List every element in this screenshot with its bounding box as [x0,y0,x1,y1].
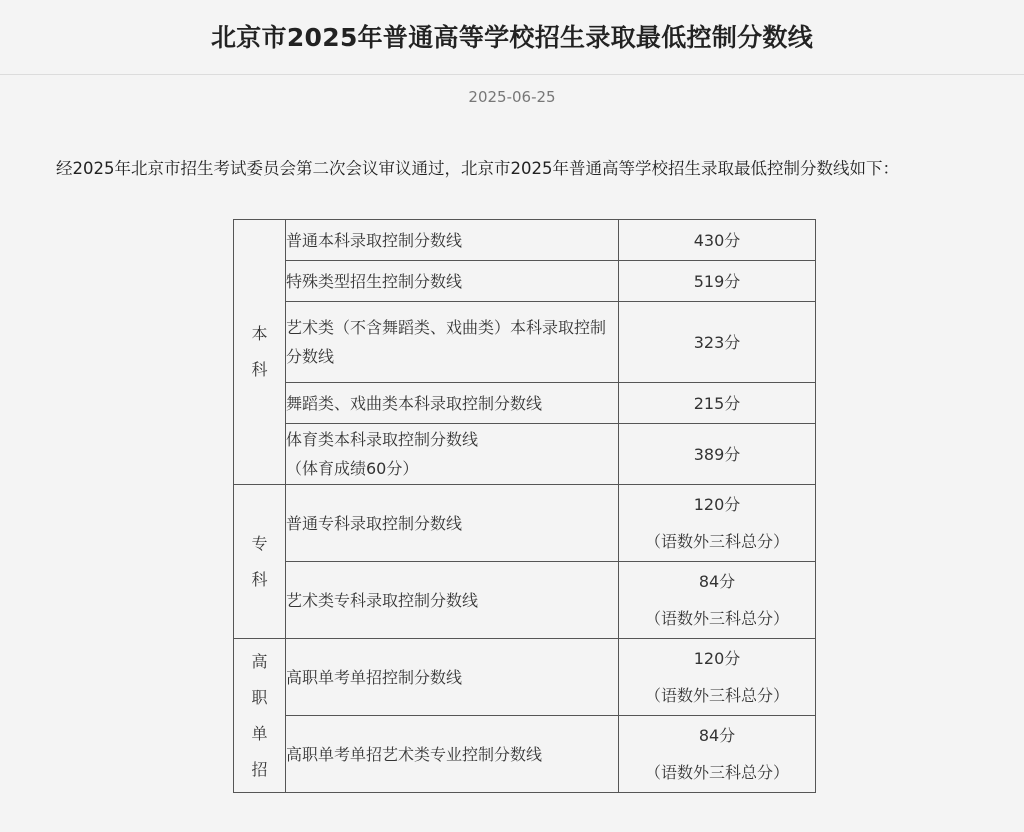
score-note: （语数外三科总分） [644,686,789,705]
score-value: 120分 [693,649,741,668]
item-cell: 艺术类专科录取控制分数线 [286,562,619,639]
item-cell: 普通本科录取控制分数线 [286,220,619,261]
score-note: （语数外三科总分） [644,763,789,782]
score-cell: 215分 [619,383,816,424]
score-value: 120分 [693,495,741,514]
intro-paragraph: 经2025年北京市招生考试委员会第二次会议审议通过，北京市2025年普通高等学校招生录取最低控制分数线如下： [56,159,899,178]
item-cell: 舞蹈类、戏曲类本科录取控制分数线 [286,383,619,424]
category-cell-benke [234,220,286,485]
score-cell: 430分 [619,220,816,261]
score-cell [619,716,816,793]
category-char: 专 [251,533,268,553]
category-char: 招 [251,759,268,779]
category-char: 单 [251,723,268,743]
table-row [234,383,816,424]
score-cell: 389分 [619,424,816,485]
category-char: 科 [251,569,268,589]
score-cell [619,639,816,716]
score-cell [619,485,816,562]
category-cell-zhuanke [234,485,286,639]
score-note: （语数外三科总分） [644,532,789,551]
score-value: 84分 [698,572,736,591]
score-cell: 519分 [619,261,816,302]
score-table [233,219,816,793]
item-cell [286,424,619,485]
score-note: （语数外三科总分） [644,609,789,628]
table-row [234,562,816,639]
category-char: 高 [251,651,268,671]
score-cell [619,562,816,639]
item-text: 体育类本科录取控制分数线 [286,430,479,449]
score-cell: 323分 [619,302,816,383]
item-cell: 艺术类（不含舞蹈类、戏曲类）本科录取控制分数线 [286,302,619,383]
item-cell: 特殊类型招生控制分数线 [286,261,619,302]
item-cell: 高职单考单招艺术类专业控制分数线 [286,716,619,793]
item-note: （体育成绩60分） [286,459,419,478]
table-row [234,716,816,793]
page-title: 北京市2025年普通高等学校招生录取最低控制分数线 [210,23,814,52]
table-row [234,485,816,562]
score-value: 84分 [698,726,736,745]
category-char: 本 [251,324,268,343]
item-cell: 高职单考单招控制分数线 [286,639,619,716]
item-cell: 普通专科录取控制分数线 [286,485,619,562]
table-row [234,639,816,716]
category-char: 科 [251,360,268,379]
table-row [234,261,816,302]
title-divider [0,74,1024,75]
table-row [234,424,816,485]
table-row [234,302,816,383]
category-char: 职 [251,687,268,707]
table-row [234,220,816,261]
category-cell-gaozhi [234,639,286,793]
publish-date: 2025-06-25 [468,88,556,106]
